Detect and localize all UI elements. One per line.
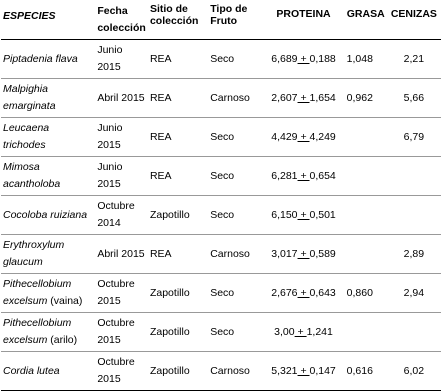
- cell-protein: [262, 352, 344, 391]
- protein-mean: 2,607: [271, 92, 298, 104]
- species-name: Pithecellobium excelsum: [3, 278, 72, 307]
- table-row: [1, 235, 441, 274]
- cell-ash: [387, 196, 441, 235]
- cell-species: [1, 196, 95, 235]
- protein-sd: 4,249: [309, 131, 336, 143]
- cell-fruit-type: [208, 235, 262, 274]
- cell-protein: [262, 313, 344, 352]
- protein-sd: 0,501: [309, 209, 336, 221]
- site-value: Zapotillo: [149, 365, 190, 377]
- fruit-type-value: Seco: [210, 131, 235, 143]
- header-proteina: PROTEINA: [276, 8, 331, 20]
- date-value: Octubre 2015: [97, 317, 135, 346]
- cell-species: [1, 157, 95, 196]
- cell-fat: [345, 235, 387, 274]
- cell-date: [95, 118, 148, 157]
- fruit-type-value: Seco: [210, 209, 235, 221]
- cell-fruit-type: [208, 352, 262, 391]
- protein-mean: 6,281: [271, 170, 298, 182]
- protein-mean: 4,429: [271, 131, 298, 143]
- fruit-type-value: Carnoso: [210, 92, 250, 104]
- cell-date: [95, 313, 148, 352]
- species-name: Mimosa acantholoba: [3, 161, 61, 190]
- species-name: Cordia lutea: [3, 364, 60, 377]
- cell-date: [95, 274, 148, 313]
- date-value: Junio 2015: [97, 161, 123, 190]
- site-value: Zapotillo: [149, 209, 190, 221]
- cell-species: [1, 118, 95, 157]
- site-value: Zapotillo: [149, 287, 190, 299]
- cell-date: [95, 235, 148, 274]
- cell-fat: [345, 79, 387, 118]
- header-fecha: Fecha colección: [97, 5, 146, 34]
- cell-site: [148, 157, 208, 196]
- fruit-type-value: Seco: [210, 287, 235, 299]
- species-note: (vaina): [50, 295, 83, 307]
- protein-mean: 2,676: [271, 287, 298, 299]
- ash-value: 2,94: [403, 287, 425, 299]
- table-body: [1, 40, 441, 391]
- protein-sd: 0,147: [309, 365, 336, 377]
- cell-fruit-type: [208, 196, 262, 235]
- site-value: REA: [149, 170, 172, 182]
- plus-minus-sign: +: [297, 287, 310, 299]
- table-row: [1, 313, 441, 352]
- cell-fat: [345, 352, 387, 391]
- date-value: Junio 2015: [97, 44, 123, 73]
- fat-value: 0,616: [346, 365, 373, 377]
- cell-protein: [262, 235, 344, 274]
- cell-site: [148, 313, 208, 352]
- site-value: REA: [149, 92, 172, 104]
- table-row: [1, 274, 441, 313]
- header-tipo-fruto: Tipo de Fruto: [210, 3, 248, 27]
- cell-date: [95, 352, 148, 391]
- table-row: [1, 79, 441, 118]
- cell-site: [148, 40, 208, 79]
- fat-value: 1,048: [346, 53, 373, 65]
- ash-value: 5,66: [403, 92, 425, 104]
- cell-protein: [262, 196, 344, 235]
- cell-date: [95, 196, 148, 235]
- fat-value: 0,962: [346, 92, 373, 104]
- table-row: [1, 118, 441, 157]
- cell-species: [1, 352, 95, 391]
- cell-site: [148, 274, 208, 313]
- cell-fruit-type: [208, 40, 262, 79]
- date-value: Abril 2015: [97, 247, 145, 260]
- cell-date: [95, 40, 148, 79]
- ash-value: 6,79: [403, 131, 425, 143]
- header-sitio: Sitio de colección: [149, 3, 199, 27]
- fat-value: 0,860: [346, 287, 373, 299]
- protein-mean: 5,321: [271, 365, 298, 377]
- plus-minus-sign: +: [297, 248, 310, 260]
- cell-fat: [345, 274, 387, 313]
- protein-sd: 0,654: [309, 170, 336, 182]
- protein-mean: 6,150: [271, 209, 298, 221]
- date-value: Abril 2015: [97, 91, 145, 104]
- cell-ash: [387, 352, 441, 391]
- fruit-type-value: Seco: [210, 53, 235, 65]
- cell-site: [148, 196, 208, 235]
- plus-minus-sign: +: [297, 53, 310, 65]
- protein-mean: 6,689: [271, 53, 298, 65]
- fruit-type-value: Seco: [210, 326, 235, 338]
- cell-species: [1, 79, 95, 118]
- site-value: Zapotillo: [149, 326, 190, 338]
- species-name: Cocoloba ruiziana: [3, 208, 88, 221]
- cell-site: [148, 79, 208, 118]
- species-name: Piptadenia flava: [3, 52, 78, 65]
- table-row: [1, 157, 441, 196]
- table-row: [1, 352, 441, 391]
- cell-fat: [345, 40, 387, 79]
- cell-ash: [387, 118, 441, 157]
- cell-fruit-type: [208, 157, 262, 196]
- table-header-row: [1, 0, 441, 40]
- date-value: Octubre 2014: [97, 200, 135, 229]
- cell-fat: [345, 118, 387, 157]
- fruit-type-value: Carnoso: [210, 248, 250, 260]
- ash-value: 2,89: [403, 248, 425, 260]
- header-grasa: GRASA: [346, 8, 385, 20]
- ash-value: 2,21: [403, 53, 425, 65]
- fruit-type-value: Seco: [210, 170, 235, 182]
- cell-species: [1, 40, 95, 79]
- cell-date: [95, 79, 148, 118]
- cell-ash: [387, 313, 441, 352]
- cell-protein: [262, 40, 344, 79]
- cell-ash: [387, 79, 441, 118]
- protein-sd: 0,589: [309, 248, 336, 260]
- ash-value: 6,02: [403, 365, 425, 377]
- cell-fruit-type: [208, 118, 262, 157]
- header-especies: ESPECIES: [3, 10, 56, 22]
- species-name: Pithecellobium excelsum: [3, 317, 72, 346]
- cell-fat: [345, 313, 387, 352]
- protein-mean: 3,00: [274, 326, 295, 338]
- cell-species: [1, 313, 95, 352]
- cell-protein: [262, 157, 344, 196]
- table-row: [1, 40, 441, 79]
- cell-fruit-type: [208, 79, 262, 118]
- plus-minus-sign: +: [297, 209, 310, 221]
- site-value: REA: [149, 248, 172, 260]
- nutrient-table: [1, 0, 441, 391]
- species-name: Malpighia emarginata: [3, 83, 56, 112]
- protein-sd: 1,241: [306, 326, 333, 338]
- plus-minus-sign: +: [297, 92, 310, 104]
- cell-ash: [387, 235, 441, 274]
- fruit-type-value: Carnoso: [210, 365, 250, 377]
- cell-date: [95, 157, 148, 196]
- cell-protein: [262, 118, 344, 157]
- cell-site: [148, 235, 208, 274]
- plus-minus-sign: +: [297, 365, 310, 377]
- plus-minus-sign: +: [297, 131, 310, 143]
- cell-site: [148, 352, 208, 391]
- plus-minus-sign: +: [297, 170, 310, 182]
- site-value: REA: [149, 53, 172, 65]
- date-value: Junio 2015: [97, 122, 123, 151]
- cell-ash: [387, 274, 441, 313]
- protein-sd: 0,188: [309, 53, 336, 65]
- date-value: Octubre 2015: [97, 356, 135, 385]
- cell-fruit-type: [208, 313, 262, 352]
- species-note: (arilo): [50, 334, 78, 346]
- cell-species: [1, 235, 95, 274]
- protein-sd: 0,643: [309, 287, 336, 299]
- cell-fat: [345, 196, 387, 235]
- cell-protein: [262, 274, 344, 313]
- cell-ash: [387, 40, 441, 79]
- species-name: Leucaena trichodes: [3, 122, 50, 151]
- protein-mean: 3,017: [271, 248, 298, 260]
- cell-ash: [387, 157, 441, 196]
- table-row: [1, 196, 441, 235]
- header-cenizas: CENIZAS: [390, 8, 437, 20]
- cell-protein: [262, 79, 344, 118]
- cell-fat: [345, 157, 387, 196]
- protein-sd: 1,654: [309, 92, 336, 104]
- cell-fruit-type: [208, 274, 262, 313]
- cell-species: [1, 274, 95, 313]
- site-value: REA: [149, 131, 172, 143]
- plus-minus-sign: +: [294, 326, 307, 338]
- date-value: Octubre 2015: [97, 278, 135, 307]
- species-name: Erythroxylum glaucum: [3, 239, 65, 268]
- cell-site: [148, 118, 208, 157]
